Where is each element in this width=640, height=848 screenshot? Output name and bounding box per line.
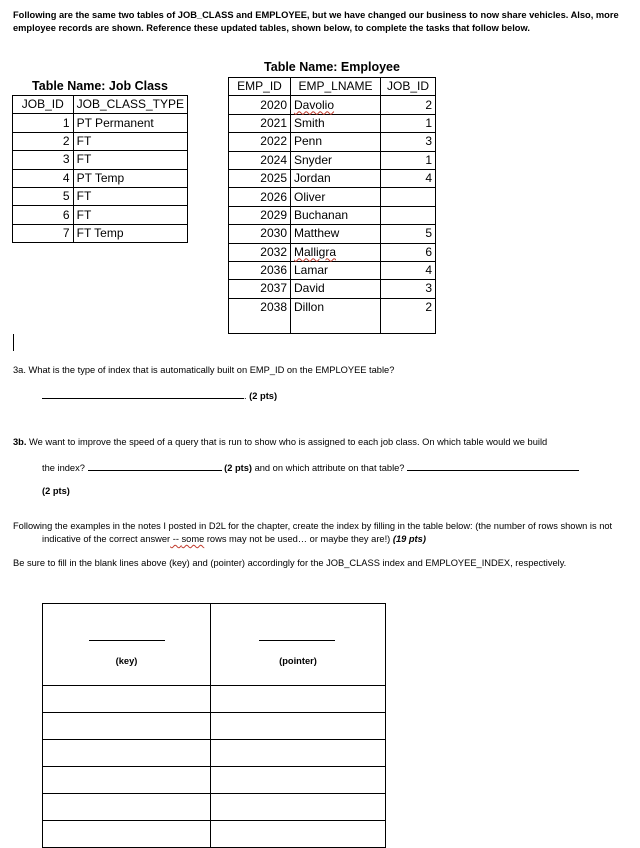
table-row xyxy=(13,169,188,187)
job-id-header: JOB_ID xyxy=(13,96,74,114)
instructions-1-some: some xyxy=(181,534,205,544)
question-3b-answer-row xyxy=(42,460,632,475)
emp-id-cell: 2020 xyxy=(229,96,291,114)
table-row xyxy=(229,133,436,151)
emp-id-cell: 2024 xyxy=(229,151,291,169)
job-class-type-cell: FT xyxy=(73,187,187,205)
table-row xyxy=(13,187,188,205)
question-3b-line2-mid: and on which attribute on that table? xyxy=(252,463,405,473)
index-table xyxy=(42,603,386,848)
question-3b-label: 3b. xyxy=(13,437,27,447)
emp-lname-cell: Smith xyxy=(291,114,381,132)
emp-job-id-cell: 4 xyxy=(381,169,436,187)
answer-3a-period: . xyxy=(244,391,250,401)
employee-table-title: Table Name: Employee xyxy=(264,60,400,74)
emp-job-id-cell: 3 xyxy=(381,133,436,151)
table-row xyxy=(43,740,386,767)
key-cell[interactable] xyxy=(43,686,211,713)
pointer-cell[interactable] xyxy=(211,767,386,794)
job-class-type-header: JOB_CLASS_TYPE xyxy=(73,96,187,114)
job-id-cell: 7 xyxy=(13,224,74,242)
emp-id-cell: 2036 xyxy=(229,261,291,279)
emp-lname-cell: Snyder xyxy=(291,151,381,169)
text-cursor xyxy=(13,334,14,351)
instructions-1-points: (19 pts) xyxy=(392,534,426,544)
emp-id-header: EMP_ID xyxy=(229,78,291,96)
emp-lname-cell: Matthew xyxy=(291,225,381,243)
emp-lname-cell: Jordan xyxy=(291,169,381,187)
emp-lname-cell: David xyxy=(291,280,381,298)
key-cell[interactable] xyxy=(43,713,211,740)
emp-id-cell: 2026 xyxy=(229,188,291,206)
key-cell[interactable] xyxy=(43,767,211,794)
pointer-label: (pointer) xyxy=(279,656,317,666)
table-row xyxy=(229,243,436,261)
table-row xyxy=(13,206,188,224)
table-row xyxy=(43,713,386,740)
table-row xyxy=(229,96,436,114)
table-row xyxy=(43,767,386,794)
emp-job-id-cell: 4 xyxy=(381,261,436,279)
question-3b xyxy=(13,436,633,449)
emp-lname-cell: Penn xyxy=(291,133,381,151)
table-row xyxy=(13,224,188,242)
table-row xyxy=(43,821,386,848)
table-row xyxy=(229,261,436,279)
answer-3b-table-blank[interactable] xyxy=(88,460,222,471)
job-id-cell: 2 xyxy=(13,132,74,150)
emp-job-id-cell xyxy=(381,206,436,224)
table-row xyxy=(229,114,436,132)
emp-job-id-cell: 3 xyxy=(381,280,436,298)
pointer-cell[interactable] xyxy=(211,794,386,821)
question-3b-line2-start: the index? xyxy=(42,463,85,473)
table-row xyxy=(229,169,436,187)
key-name-blank[interactable] xyxy=(89,640,165,641)
table-row xyxy=(13,151,188,169)
index-header-row xyxy=(43,604,386,686)
emp-lname-cell xyxy=(291,243,381,261)
question-3a-label: 3a. xyxy=(13,365,26,375)
job-class-type-cell: FT xyxy=(73,132,187,150)
job-id-cell: 4 xyxy=(13,169,74,187)
employee-header-row xyxy=(229,78,436,96)
emp-id-cell: 2029 xyxy=(229,206,291,224)
emp-lname-header: EMP_LNAME xyxy=(291,78,381,96)
pointer-cell[interactable] xyxy=(211,740,386,767)
job-id-cell: 5 xyxy=(13,187,74,205)
spellcheck-word: Davolio xyxy=(294,97,335,112)
emp-id-cell: 2032 xyxy=(229,243,291,261)
instructions-1-text: Following the examples in the notes I posted in D2L for the chapter, create the index by filling in the table below: (the number of rows shown is not indicative of the correct answer xyxy=(13,521,613,544)
emp-job-id-cell: 1 xyxy=(381,114,436,132)
emp-id-cell: 2030 xyxy=(229,225,291,243)
job-class-table-title: Table Name: Job Class xyxy=(32,79,168,93)
emp-job-id-cell: 2 xyxy=(381,298,436,333)
emp-lname-cell: Buchanan xyxy=(291,206,381,224)
emp-lname-cell: Lamar xyxy=(291,261,381,279)
job-class-type-cell: FT xyxy=(73,151,187,169)
table-row xyxy=(43,794,386,821)
instructions-paragraph-2: Be sure to fill in the blank lines above (key) and (pointer) accordingly for the JOB_CLASS index and EMPLOYEE_INDEX, respectively. xyxy=(13,558,567,568)
question-3a-answer-row xyxy=(42,388,442,403)
question-3b-points-2-text: (2 pts) xyxy=(42,486,70,496)
table-row xyxy=(43,686,386,713)
answer-3b-attribute-blank[interactable] xyxy=(407,460,579,471)
emp-lname-cell xyxy=(291,96,381,114)
employee-table xyxy=(228,77,436,334)
key-cell[interactable] xyxy=(43,740,211,767)
emp-id-cell: 2021 xyxy=(229,114,291,132)
job-id-cell: 3 xyxy=(13,151,74,169)
emp-lname-cell: Oliver xyxy=(291,188,381,206)
question-3a-text: What is the type of index that is automatically built on EMP_ID on the EMPLOYEE table? xyxy=(25,365,395,375)
job-id-cell: 1 xyxy=(13,114,74,132)
key-cell[interactable] xyxy=(43,794,211,821)
table-row xyxy=(229,188,436,206)
question-3b-text: We want to improve the speed of a query that is run to show who is assigned to each job class. On which table would we build xyxy=(26,437,548,447)
job-id-cell: 6 xyxy=(13,206,74,224)
question-3b-points-1: (2 pts) xyxy=(224,463,252,473)
table-row xyxy=(229,206,436,224)
emp-job-id-cell: 1 xyxy=(381,151,436,169)
key-label: (key) xyxy=(115,656,138,666)
question-3a-points: (2 pts) xyxy=(249,391,278,401)
intro-paragraph: Following are the same two tables of JOB_CLASS and EMPLOYEE, but we have changed our business to now share vehicles. Also, more employee records are shown. Reference these updated tables, shown below, to complete the tasks that follow below. xyxy=(13,10,619,33)
job-class-type-cell: FT xyxy=(73,206,187,224)
job-class-table xyxy=(12,95,188,243)
emp-job-id-cell xyxy=(381,188,436,206)
instructions-1-dash: -- xyxy=(170,534,182,544)
pointer-cell[interactable] xyxy=(211,686,386,713)
job-class-type-cell: PT Permanent xyxy=(73,114,187,132)
job-class-header-row xyxy=(13,96,188,114)
question-3b-points-2 xyxy=(42,485,70,498)
emp-job-id-header: JOB_ID xyxy=(381,78,436,96)
table-row xyxy=(229,280,436,298)
question-3a xyxy=(13,364,628,377)
emp-id-cell: 2025 xyxy=(229,169,291,187)
pointer-header-cell xyxy=(211,604,386,686)
emp-lname-cell: Dillon xyxy=(291,298,381,333)
pointer-cell[interactable] xyxy=(211,713,386,740)
job-class-type-cell: FT Temp xyxy=(73,224,187,242)
emp-id-cell: 2037 xyxy=(229,280,291,298)
emp-id-cell: 2022 xyxy=(229,133,291,151)
emp-job-id-cell: 6 xyxy=(381,243,436,261)
emp-id-cell: 2038 xyxy=(229,298,291,333)
key-header-cell xyxy=(43,604,211,686)
instructions-1-text2: rows may not be used… or maybe they are!) xyxy=(204,534,393,544)
emp-job-id-cell: 5 xyxy=(381,225,436,243)
key-cell[interactable] xyxy=(43,821,211,848)
table-row xyxy=(229,151,436,169)
table-row xyxy=(229,298,436,333)
table-row xyxy=(13,132,188,150)
job-class-type-cell: PT Temp xyxy=(73,169,187,187)
spellcheck-word: Malligra xyxy=(294,244,337,259)
pointer-name-blank[interactable] xyxy=(259,640,335,641)
table-row xyxy=(229,225,436,243)
instructions-paragraph-1 xyxy=(13,520,640,546)
emp-job-id-cell: 2 xyxy=(381,96,436,114)
pointer-cell[interactable] xyxy=(211,821,386,848)
table-row xyxy=(13,114,188,132)
answer-3a-blank[interactable] xyxy=(42,388,244,399)
